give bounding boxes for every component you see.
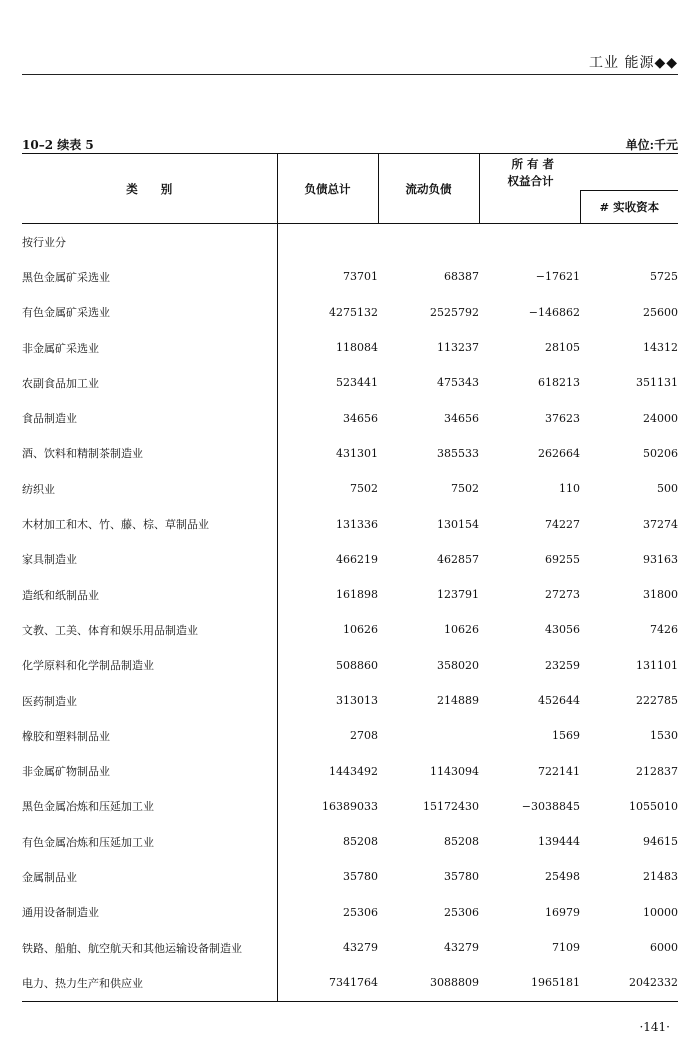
cell-total: 431301 (336, 446, 378, 460)
table-row (22, 577, 678, 612)
cell-equity: 1569 (552, 729, 580, 743)
cell-current: 25306 (444, 905, 479, 919)
cell-current: 34656 (444, 411, 479, 425)
cell-total: 4275132 (329, 305, 378, 319)
cell-total: 523441 (336, 376, 378, 390)
cell-total: 34656 (343, 411, 378, 425)
header-owners-equity-line2: 权益合计 (507, 174, 554, 188)
table-row (22, 471, 678, 506)
cell-equity: 69255 (545, 552, 580, 566)
cell-current: 43279 (444, 941, 479, 955)
cell-capital: 212837 (636, 764, 679, 778)
cell-equity: −146862 (528, 305, 580, 319)
row-name: 橡胶和塑料制品业 (22, 718, 277, 753)
row-name: 电力、热力生产和供应业 (22, 965, 277, 1001)
header-current-liabilities: 流动负债 (378, 154, 479, 224)
table-row (22, 718, 678, 753)
row-name: 非金属矿物制品业 (22, 753, 277, 788)
cell-total: 16389033 (322, 799, 378, 813)
cell-current: 475343 (437, 376, 479, 390)
header-paid-in-capital: # 实收资本 (580, 191, 678, 224)
cell-capital: 93163 (643, 552, 679, 566)
row-name: 家具制造业 (22, 542, 277, 577)
cell-total: 73701 (343, 270, 378, 284)
row-name: 木材加工和木、竹、藤、棕、草制品业 (22, 506, 277, 541)
cell-equity: 43056 (545, 623, 580, 637)
row-name: 医药制造业 (22, 683, 277, 718)
table-row (22, 789, 678, 824)
page-number: ·141· (639, 1020, 670, 1034)
cell-capital: 6000 (650, 941, 679, 955)
cell-current: 1143094 (430, 764, 479, 778)
cell-equity: 74227 (545, 517, 580, 531)
cell-equity: 7109 (552, 941, 580, 955)
cell-equity: 262664 (538, 446, 580, 460)
cell-total: 131336 (336, 517, 378, 531)
row-name: 有色金属矿采选业 (22, 295, 277, 330)
cell-equity: 110 (559, 482, 580, 496)
cell-current: 113237 (437, 341, 479, 355)
data-table (22, 153, 678, 1002)
cell-total: 508860 (336, 658, 378, 672)
cell-total: 43279 (343, 941, 378, 955)
cell-capital: 37274 (643, 517, 679, 531)
row-name: 化学原料和化学制品制造业 (22, 648, 277, 683)
cell-current: 35780 (444, 870, 479, 884)
row-name: 造纸和纸制品业 (22, 577, 277, 612)
cell-current: 358020 (437, 658, 479, 672)
cell-equity: 139444 (538, 835, 580, 849)
cell-total: 10626 (343, 623, 378, 637)
header-owners-equity-line1: 所 有 者 (511, 157, 555, 171)
cell-capital: 50206 (643, 446, 679, 460)
unit-label: 单位:千元 (625, 138, 678, 152)
cell-current: 7502 (451, 482, 479, 496)
cell-capital: 7426 (650, 623, 679, 637)
cell-total: 466219 (336, 552, 378, 566)
table-row (22, 648, 678, 683)
cell-total: 2708 (350, 729, 378, 743)
table-row (22, 506, 678, 541)
cell-equity: 618213 (538, 376, 580, 390)
cell-capital: 1055010 (629, 799, 679, 813)
table-row (22, 859, 678, 894)
cell-capital: 500 (657, 482, 679, 496)
cell-total: 25306 (343, 905, 378, 919)
row-name: 食品制造业 (22, 400, 277, 435)
row-name: 农副食品加工业 (22, 365, 277, 400)
header-category: 类 别 (22, 154, 277, 224)
section-title: 工业 能源◆◆ (589, 55, 678, 71)
cell-capital: 24000 (643, 411, 679, 425)
cell-total: 161898 (336, 588, 378, 602)
table-id: 10–2 续表 5 (22, 138, 94, 152)
row-name: 铁路、船舶、航空航天和其他运输设备制造业 (22, 930, 277, 965)
cell-capital: 222785 (636, 694, 679, 707)
cell-capital: 14312 (643, 341, 679, 355)
cell-equity: 28105 (545, 341, 580, 355)
cell-equity: 23259 (545, 658, 580, 672)
cell-capital: 94615 (643, 835, 679, 849)
table-row (22, 400, 678, 435)
cell-capital: 351131 (636, 376, 679, 390)
cell-total: 1443492 (329, 764, 378, 778)
cell-total: 118084 (336, 341, 378, 355)
cell-current (378, 718, 479, 753)
table-row (22, 259, 678, 294)
table-row (22, 330, 678, 365)
header-total-liabilities: 负债总计 (277, 154, 378, 224)
cell-current: 10626 (444, 623, 479, 637)
cell-current: 123791 (437, 588, 479, 602)
cell-total: 35780 (343, 870, 378, 884)
cell-current: 15172430 (423, 799, 479, 813)
row-name: 金属制品业 (22, 859, 277, 894)
table-row (22, 542, 678, 577)
row-name: 有色金属冶炼和压延加工业 (22, 824, 277, 859)
cell-equity: 27273 (545, 588, 580, 602)
table-row (22, 930, 678, 965)
table-row (22, 895, 678, 930)
row-name: 纺织业 (22, 471, 277, 506)
cell-equity: 16979 (545, 905, 580, 919)
cell-equity: −3038845 (521, 799, 580, 813)
table-row (22, 683, 678, 718)
cell-current: 130154 (437, 517, 479, 531)
row-name: 文教、工美、体育和娱乐用品制造业 (22, 612, 277, 647)
cell-capital: 5725 (650, 270, 679, 284)
cell-equity: 722141 (538, 764, 580, 778)
cell-equity: 37623 (545, 411, 580, 425)
row-name: 黑色金属冶炼和压延加工业 (22, 789, 277, 824)
cell-total: 313013 (336, 694, 378, 707)
cell-capital: 31800 (643, 588, 679, 602)
header-divider (22, 74, 678, 75)
cell-current: 3088809 (378, 965, 479, 1001)
cell-total: 7341764 (277, 965, 378, 1001)
cell-equity: 25498 (545, 870, 580, 884)
table-row (22, 612, 678, 647)
cell-equity: 452644 (538, 694, 580, 707)
cell-current: 385533 (437, 446, 479, 460)
cell-capital: 25600 (643, 305, 679, 319)
table-row (22, 295, 678, 330)
header-owners-equity (479, 154, 678, 191)
table-row (22, 965, 678, 1001)
cell-current: 85208 (444, 835, 479, 849)
cell-equity: −17621 (535, 270, 580, 284)
cell-total: 7502 (350, 482, 378, 496)
row-name: 酒、饮料和精制茶制造业 (22, 436, 277, 471)
cell-current: 68387 (444, 270, 479, 284)
table-row (22, 824, 678, 859)
cell-total: 85208 (343, 835, 378, 849)
cell-capital: 2042332 (580, 965, 678, 1001)
cell-equity: 1965181 (479, 965, 580, 1001)
cell-capital: 131101 (636, 658, 679, 672)
row-name: 通用设备制造业 (22, 895, 277, 930)
cell-current: 214889 (437, 694, 479, 707)
cell-capital: 10000 (643, 905, 679, 919)
cell-capital: 21483 (643, 870, 679, 884)
table-row (22, 436, 678, 471)
row-name: 黑色金属矿采选业 (22, 259, 277, 294)
table-row (22, 753, 678, 788)
section-label: 按行业分 (22, 224, 277, 260)
cell-capital: 1530 (650, 729, 679, 743)
row-name: 非金属矿采选业 (22, 330, 277, 365)
cell-current: 2525792 (430, 305, 479, 319)
cell-current: 462857 (437, 552, 479, 566)
table-row (22, 365, 678, 400)
